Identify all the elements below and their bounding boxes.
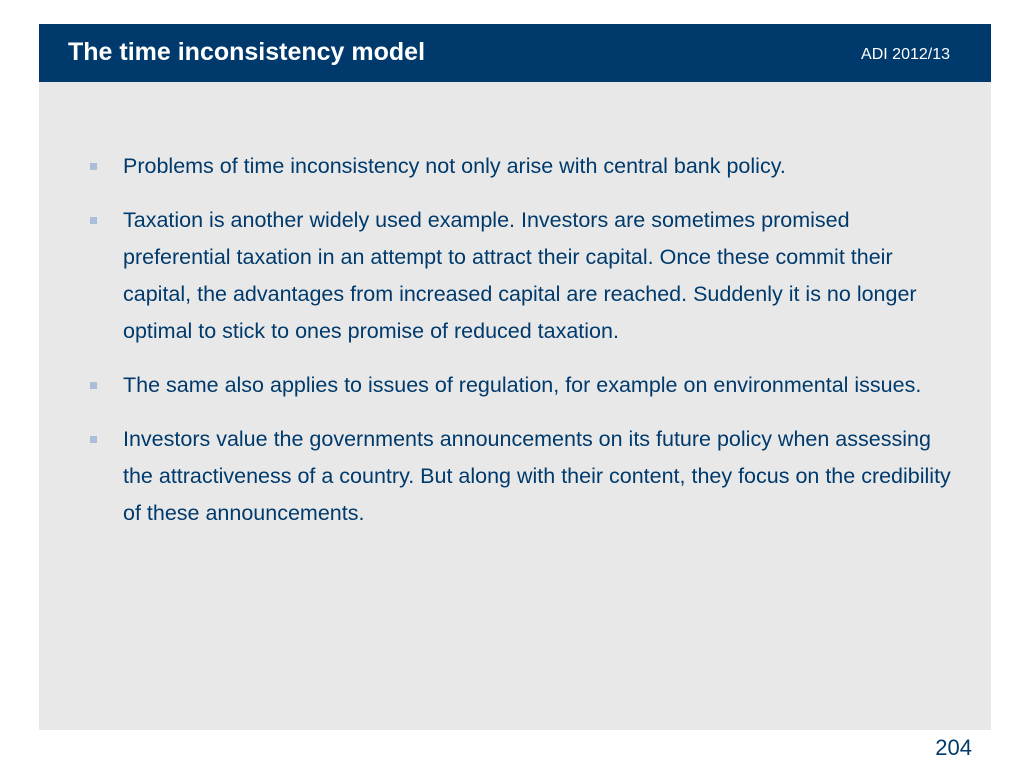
bullet-item bbox=[39, 367, 991, 404]
slide-title: The time inconsistency model bbox=[68, 38, 426, 66]
bullet-text: Investors value the governments announcements on its future policy when assessing the attractiveness of a country. But along with their content, they focus on the credibility of these announcements. bbox=[123, 427, 951, 525]
bullet-text: Problems of time inconsistency not only arise with central bank policy. bbox=[123, 154, 786, 178]
page-number: 204 bbox=[935, 735, 972, 760]
bullet-item bbox=[39, 148, 991, 185]
bullet-text: The same also applies to issues of regulation, for example on environmental issues. bbox=[123, 373, 922, 397]
bullet-item bbox=[39, 202, 991, 350]
bullet-marker-icon bbox=[90, 436, 97, 443]
bullet-text: Taxation is another widely used example. Investors are sometimes promised preferential taxation in an attempt to attract their capital. Once these commit their capital, the advantages from increased capital are reached. Suddenly it is no longer optimal to stick to ones promise of reduced taxation. bbox=[123, 208, 917, 343]
bullet-marker-icon bbox=[90, 217, 97, 224]
course-label: ADI 2012/13 bbox=[861, 46, 950, 63]
bullet-list bbox=[39, 148, 991, 549]
header-bar bbox=[39, 24, 991, 82]
bullet-marker-icon bbox=[90, 163, 97, 170]
bullet-item bbox=[39, 421, 991, 532]
content-panel bbox=[39, 82, 991, 730]
bullet-marker-icon bbox=[90, 382, 97, 389]
